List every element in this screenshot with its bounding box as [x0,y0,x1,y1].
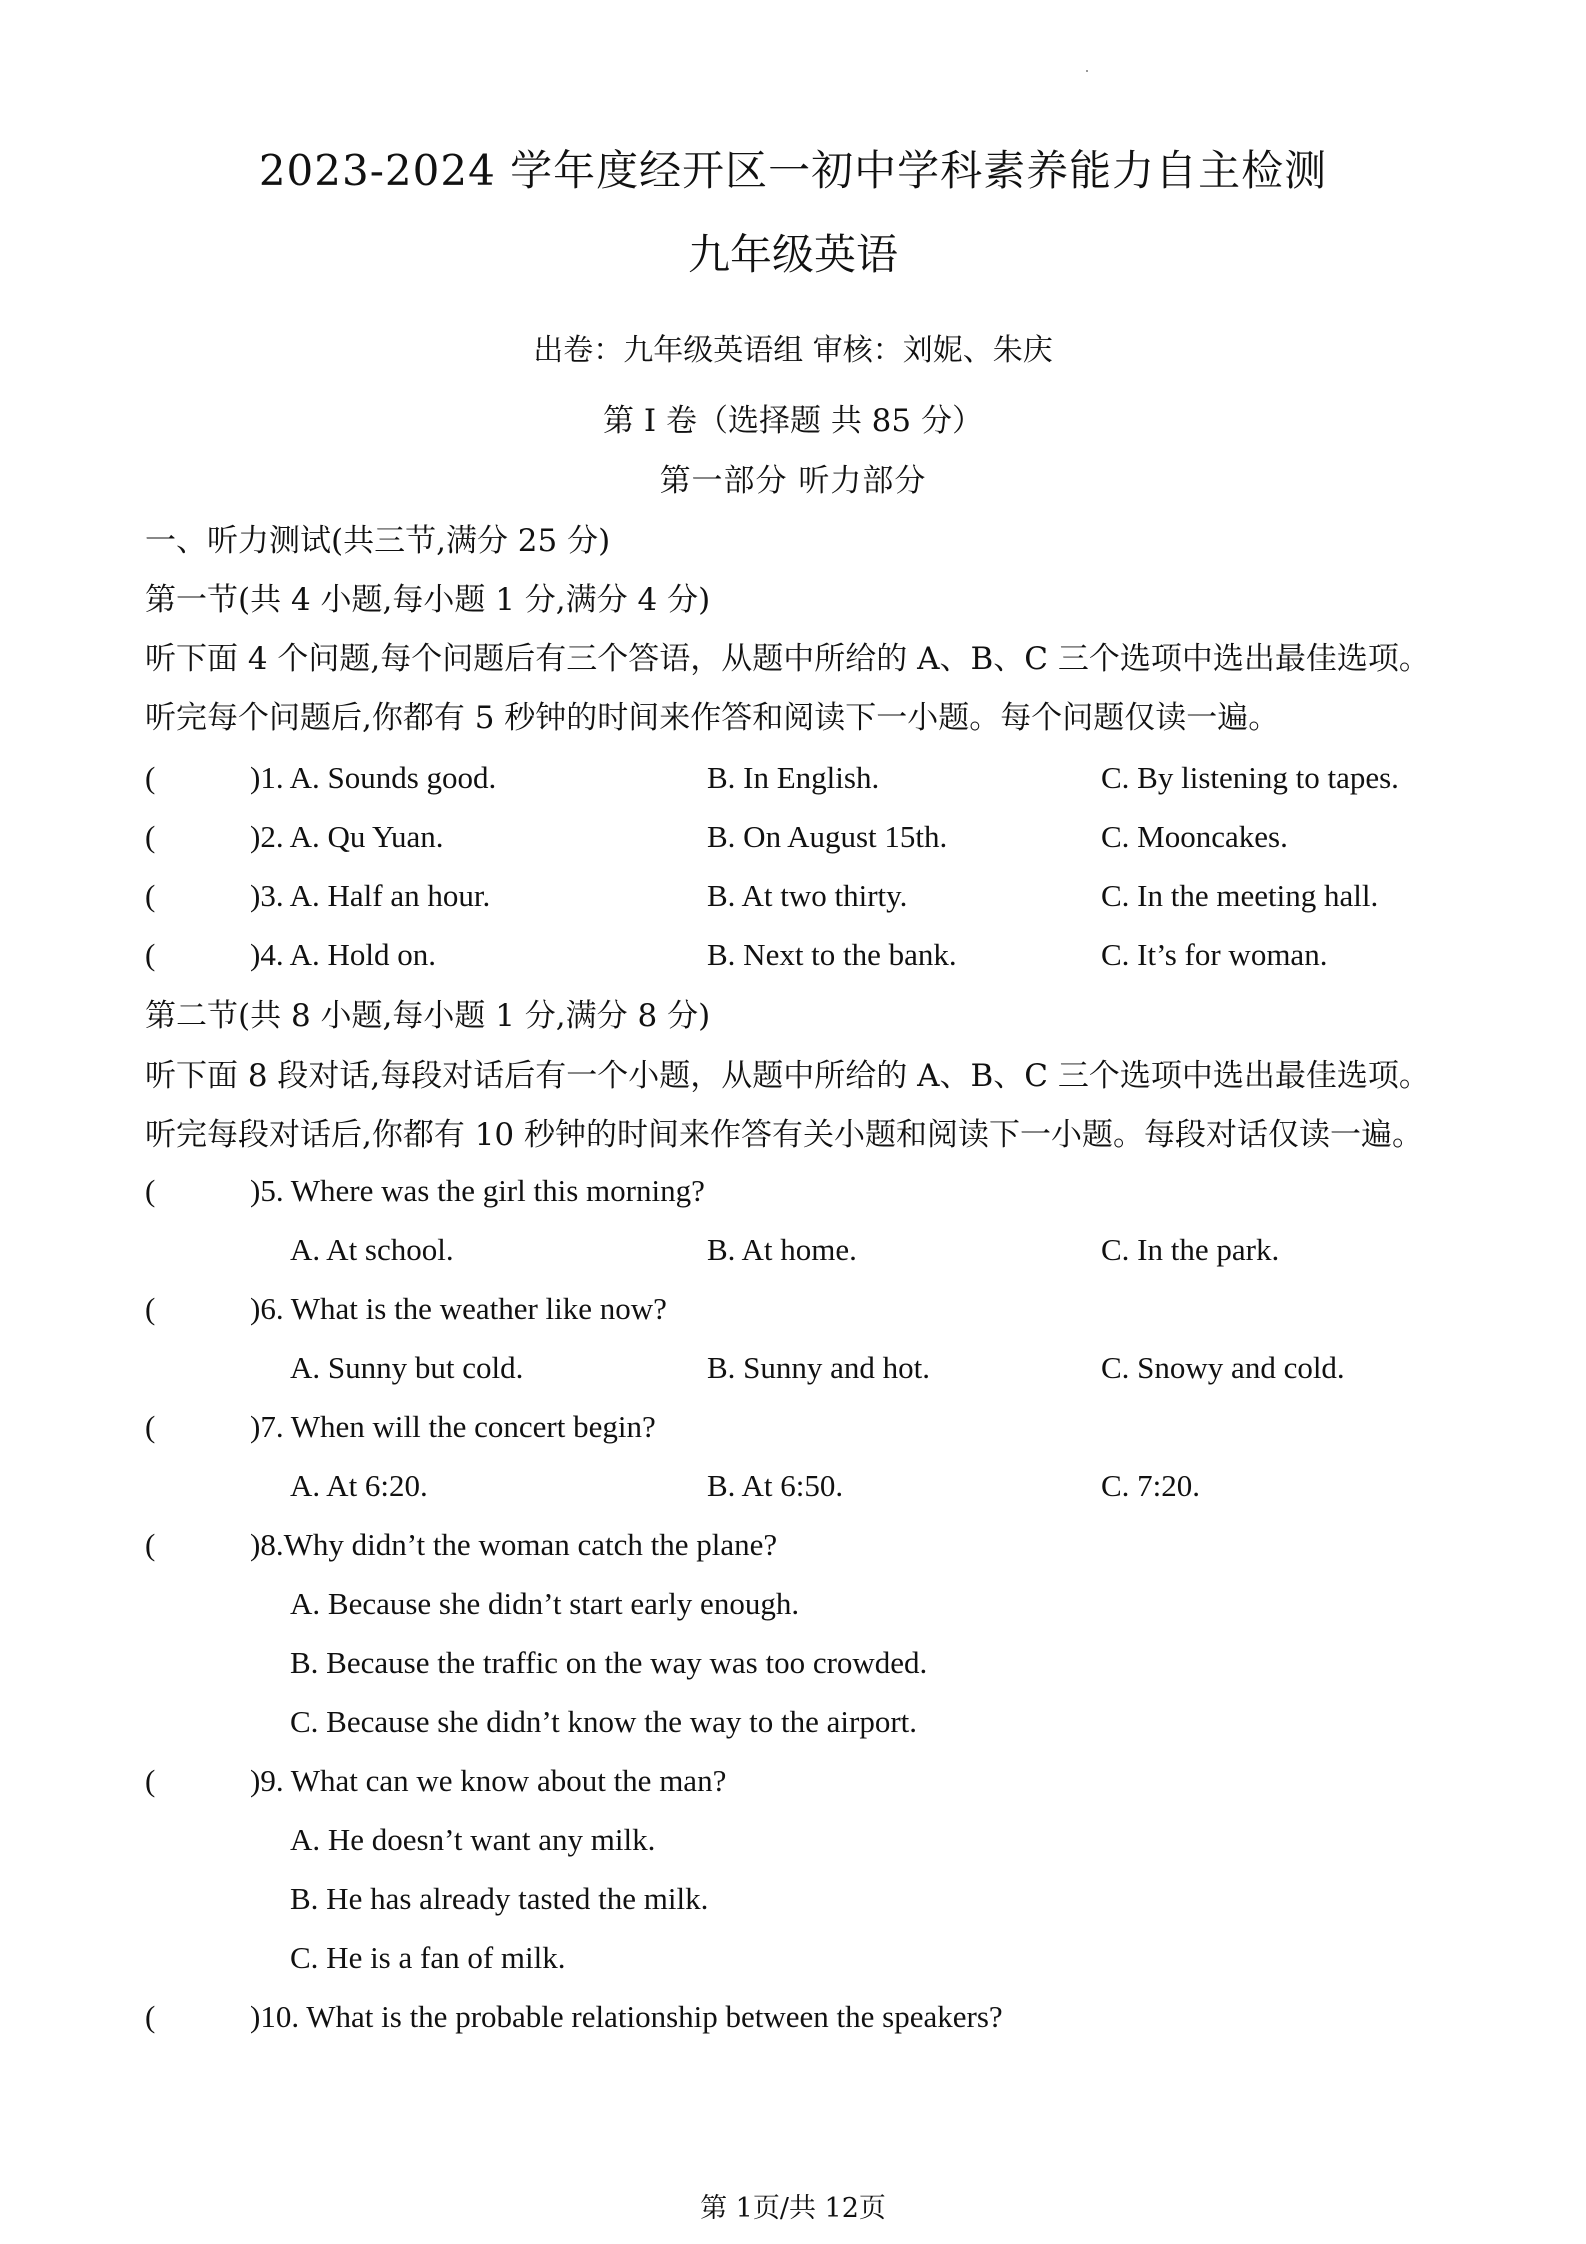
option-c: C. In the park. [1101,1232,1280,1267]
question-row-4 [145,937,1445,981]
option-b: B. He has already tasted the milk. [290,1881,709,1916]
exam-title: 2023-2024 学年度经开区一初中学科素养能力自主检测 [258,146,1328,195]
option-c: C. Snowy and cold. [1101,1350,1345,1385]
instructions-line-2: 听完每个问题后,你都有 5 秒钟的时间来作答和阅读下一小题。每个问题仅读一遍。 [145,700,1280,736]
part-title: 第一部分 听力部分 [659,463,927,499]
option-8a [145,1586,1445,1630]
question-10 [145,1999,1445,2043]
subsection-heading: 第一节(共 4 小题,每小题 1 分,满分 4 分) [145,582,711,618]
question-option-b: B. In English. [707,760,880,795]
section-heading: 一、听力测试(共三节,满分 25 分) [145,523,611,559]
exam-subject: 九年级英语 [687,230,898,279]
question-text: )9. What can we know about the man? [250,1763,727,1798]
answer-blank: ( [145,878,156,913]
question-row-3 [145,878,1445,922]
exam-byline: 出卷：九年级英语组 审核：刘妮、朱庆 [533,333,1053,368]
question-option-a: )4. A. Hold on. [250,937,436,972]
answer-blank: ( [145,1763,156,1798]
answer-blank: ( [145,1173,156,1208]
question-text: )10. What is the probable relationship between the speakers? [250,1999,1003,2034]
option-a: A. He doesn’t want any milk. [290,1822,656,1857]
question-9 [145,1763,1445,1807]
option-9b [145,1881,1445,1925]
question-option-c: C. By listening to tapes. [1101,760,1399,795]
question-option-c: C. It’s for woman. [1101,937,1328,972]
answer-blank: ( [145,760,156,795]
question-8 [145,1527,1445,1571]
question-option-c: C. In the meeting hall. [1101,878,1379,913]
option-a: A. Because she didn’t start early enough. [290,1586,800,1621]
answer-blank: ( [145,1999,156,2034]
option-8b [145,1645,1445,1689]
question-option-b: B. At two thirty. [707,878,908,913]
question-6 [145,1291,1445,1335]
question-text: )7. When will the concert begin? [250,1409,656,1444]
answer-blank: ( [145,937,156,972]
option-a: A. At 6:20. [290,1468,428,1503]
answer-blank: ( [145,1291,156,1326]
options-6 [145,1350,1445,1394]
question-row-1 [145,760,1445,804]
question-7 [145,1409,1445,1453]
question-option-c: C. Mooncakes. [1101,819,1288,854]
option-b: B. Because the traffic on the way was too crowded. [290,1645,928,1680]
option-8c [145,1704,1445,1748]
question-text: )5. Where was the girl this morning? [250,1173,705,1208]
question-text: )8.Why didn’t the woman catch the plane? [250,1527,778,1562]
question-5 [145,1173,1445,1217]
instructions-line-4: 听完每段对话后,你都有 10 秒钟的时间来作答有关小题和阅读下一小题。每段对话仅读一遍。 [145,1117,1424,1153]
options-5 [145,1232,1445,1276]
option-c: C. He is a fan of milk. [290,1940,566,1975]
scan-dot [1086,70,1088,72]
option-b: B. Sunny and hot. [707,1350,931,1385]
paper-title: 第 I 卷（选择题 共 85 分） [603,403,983,439]
option-a: A. Sunny but cold. [290,1350,524,1385]
instructions-line-1: 听下面 4 个问题,每个问题后有三个答语，从题中所给的 A、B、C 三个选项中选出最佳选项。 [145,641,1430,677]
subsection-heading-2: 第二节(共 8 小题,每小题 1 分,满分 8 分) [145,998,711,1034]
question-option-a: )1. A. Sounds good. [250,760,497,795]
question-option-b: B. On August 15th. [707,819,948,854]
page-number: 第 1页/共 12页 [700,2193,886,2224]
answer-blank: ( [145,1409,156,1444]
option-9a [145,1822,1445,1866]
option-b: B. At home. [707,1232,857,1267]
instructions-line-3: 听下面 8 段对话,每段对话后有一个小题，从题中所给的 A、B、C 三个选项中选出最佳选项。 [145,1058,1430,1094]
option-c: C. 7:20. [1101,1468,1201,1503]
answer-blank: ( [145,819,156,854]
answer-blank: ( [145,1527,156,1562]
question-row-2 [145,819,1445,863]
option-c: C. Because she didn’t know the way to the airport. [290,1704,918,1739]
question-option-b: B. Next to the bank. [707,937,957,972]
option-a: A. At school. [290,1232,454,1267]
option-9c [145,1940,1445,1984]
question-text: )6. What is the weather like now? [250,1291,667,1326]
options-7 [145,1468,1445,1512]
question-option-a: )3. A. Half an hour. [250,878,491,913]
question-option-a: )2. A. Qu Yuan. [250,819,444,854]
option-b: B. At 6:50. [707,1468,844,1503]
